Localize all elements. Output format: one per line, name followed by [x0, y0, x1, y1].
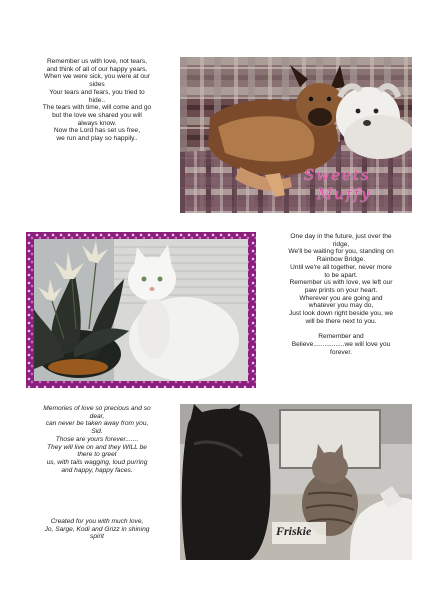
caption-sweets: Sweets	[304, 166, 371, 184]
poem-bottom: Memories of love so precious and so dear, can never be taken away from you, Sid. Those are yours forever....... They will live on and they WILL be there to greet us, with tails wagging, loud purring and happy, happy faces.	[43, 405, 151, 474]
photo-cat-image	[34, 239, 248, 381]
photo-dogs-on-plaid	[180, 57, 412, 213]
photo-cats-window	[180, 404, 412, 560]
photo-white-cat-flowers	[34, 239, 248, 381]
dedication-text: Created for you with much love, Jo, Sarge, Kodi and Grizz in shining spirit	[44, 518, 150, 541]
poem-top: Remember us with love, not tears, and think of all of our happy years. When we were sick, you were at our sides Your tears and fears, you tried to hide.. The tears with time, will come and go but the love we shared you will always know. Now the Lord has set us free, we run and play so happily..	[42, 58, 152, 143]
photo-dogs-image	[180, 57, 412, 213]
poem-middle: One day in the future, just over the ridge, We'll be waiting for you, standing on Rainbow Bridge. Until we're all together, never more to be apart. Remember us with love, we left our paw prints on your heart. Wherever you are going and whatever you may do, Just look down right beside you, we will be there next to you. Remember and Believe.................we will love you forever.	[288, 233, 394, 356]
caption-friskie: Friskie	[276, 524, 312, 538]
caption-muffy: Muffy	[317, 185, 372, 203]
